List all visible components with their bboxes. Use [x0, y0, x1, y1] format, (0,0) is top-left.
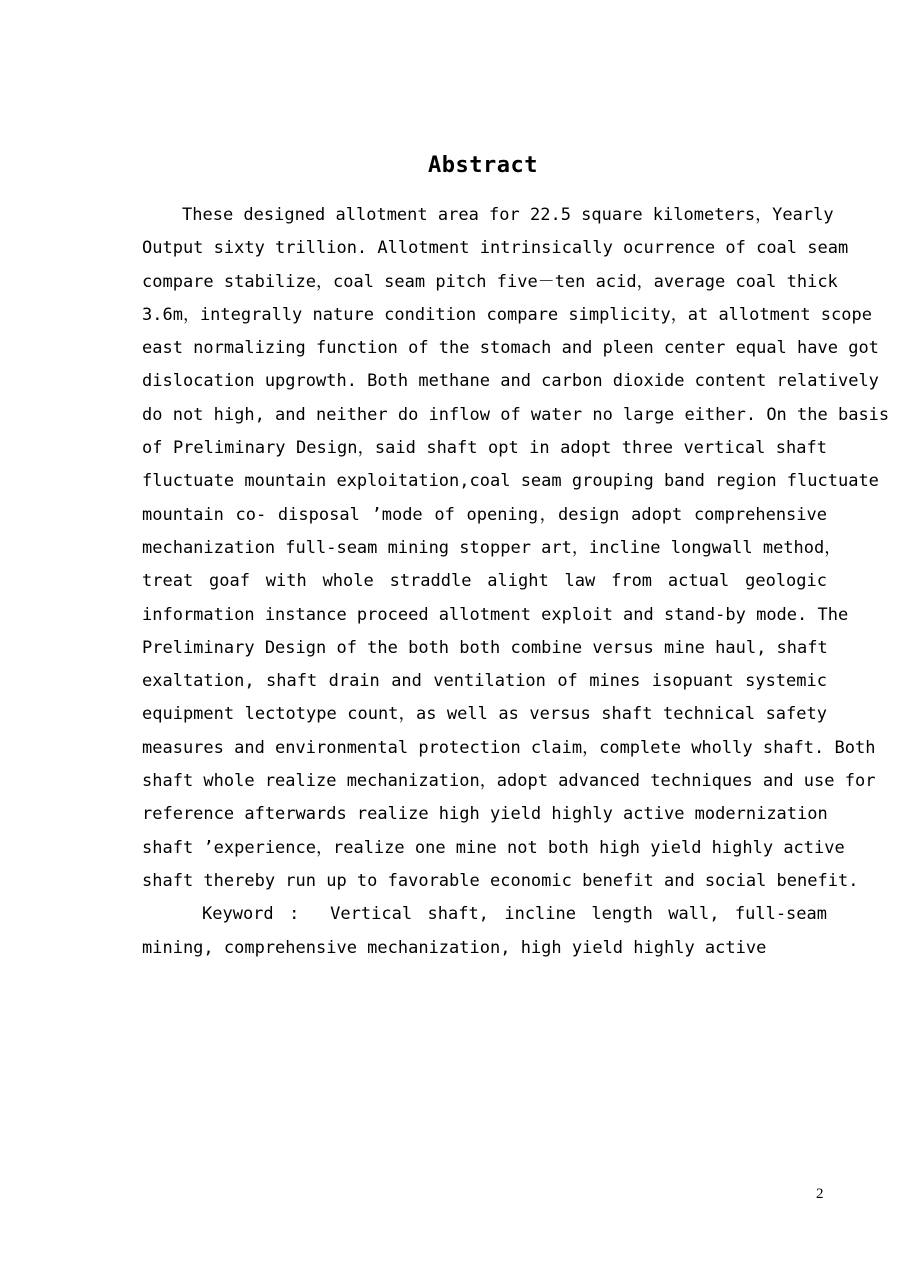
abstract-line: mountain co- disposal ’mode of opening，design adopt comprehensive — [142, 504, 827, 525]
abstract-line: shaft thereby run up to favorable economic benefit and social benefit. — [142, 870, 859, 891]
abstract-line: mechanization full-seam mining stopper art，incline longwall method， — [142, 537, 842, 558]
abstract-line: information instance proceed allotment exploit and stand-by mode. The — [142, 604, 849, 625]
abstract-line: exaltation, shaft drain and ventilation of mines isopuant systemic — [142, 671, 827, 692]
abstract-title: Abstract — [428, 153, 538, 178]
abstract-line: do not high, and neither do inflow of water no large either. On the basis — [142, 404, 890, 425]
abstract-line: These designed allotment area for 22.5 square kilometers，Yearly — [182, 205, 834, 225]
abstract-line: measures and environmental protection claim，complete wholly shaft. Both — [142, 737, 876, 758]
abstract-line: Output sixty trillion. Allotment intrinsically ocurrence of coal seam — [142, 238, 849, 259]
page-number: 2 — [816, 1186, 824, 1202]
abstract-line: shaft ’experience，realize one mine not both high yield highly active — [142, 837, 845, 858]
keyword-line: mining, comprehensive mechanization, high yield highly active — [142, 937, 767, 958]
abstract-line: east normalizing function of the stomach and pleen center equal have got — [142, 338, 879, 359]
abstract-line: fluctuate mountain exploitation,coal seam grouping band region fluctuate — [142, 471, 879, 492]
abstract-line: reference afterwards realize high yield highly active modernization — [142, 804, 828, 825]
abstract-line: of Preliminary Design，said shaft opt in adopt three vertical shaft — [142, 438, 827, 459]
abstract-line: compare stabilize，coal seam pitch five－ten acid，average coal thick — [142, 271, 838, 292]
abstract-line: dislocation upgrowth. Both methane and carbon dioxide content relatively — [142, 371, 879, 392]
abstract-line: treat goaf with whole straddle alight law from actual geologic — [142, 571, 827, 592]
abstract-line: 3.6m，integrally nature condition compare simplicity，at allotment scope — [142, 304, 872, 325]
abstract-body — [142, 199, 890, 965]
abstract-line: equipment lectotype count，as well as versus shaft technical safety — [142, 704, 827, 725]
abstract-line: shaft whole realize mechanization，adopt advanced techniques and use for — [142, 771, 876, 792]
abstract-line: Preliminary Design of the both both combine versus mine haul, shaft — [142, 637, 828, 658]
keyword-line: Keyword : Vertical shaft, incline length wall, full-seam — [202, 904, 827, 925]
